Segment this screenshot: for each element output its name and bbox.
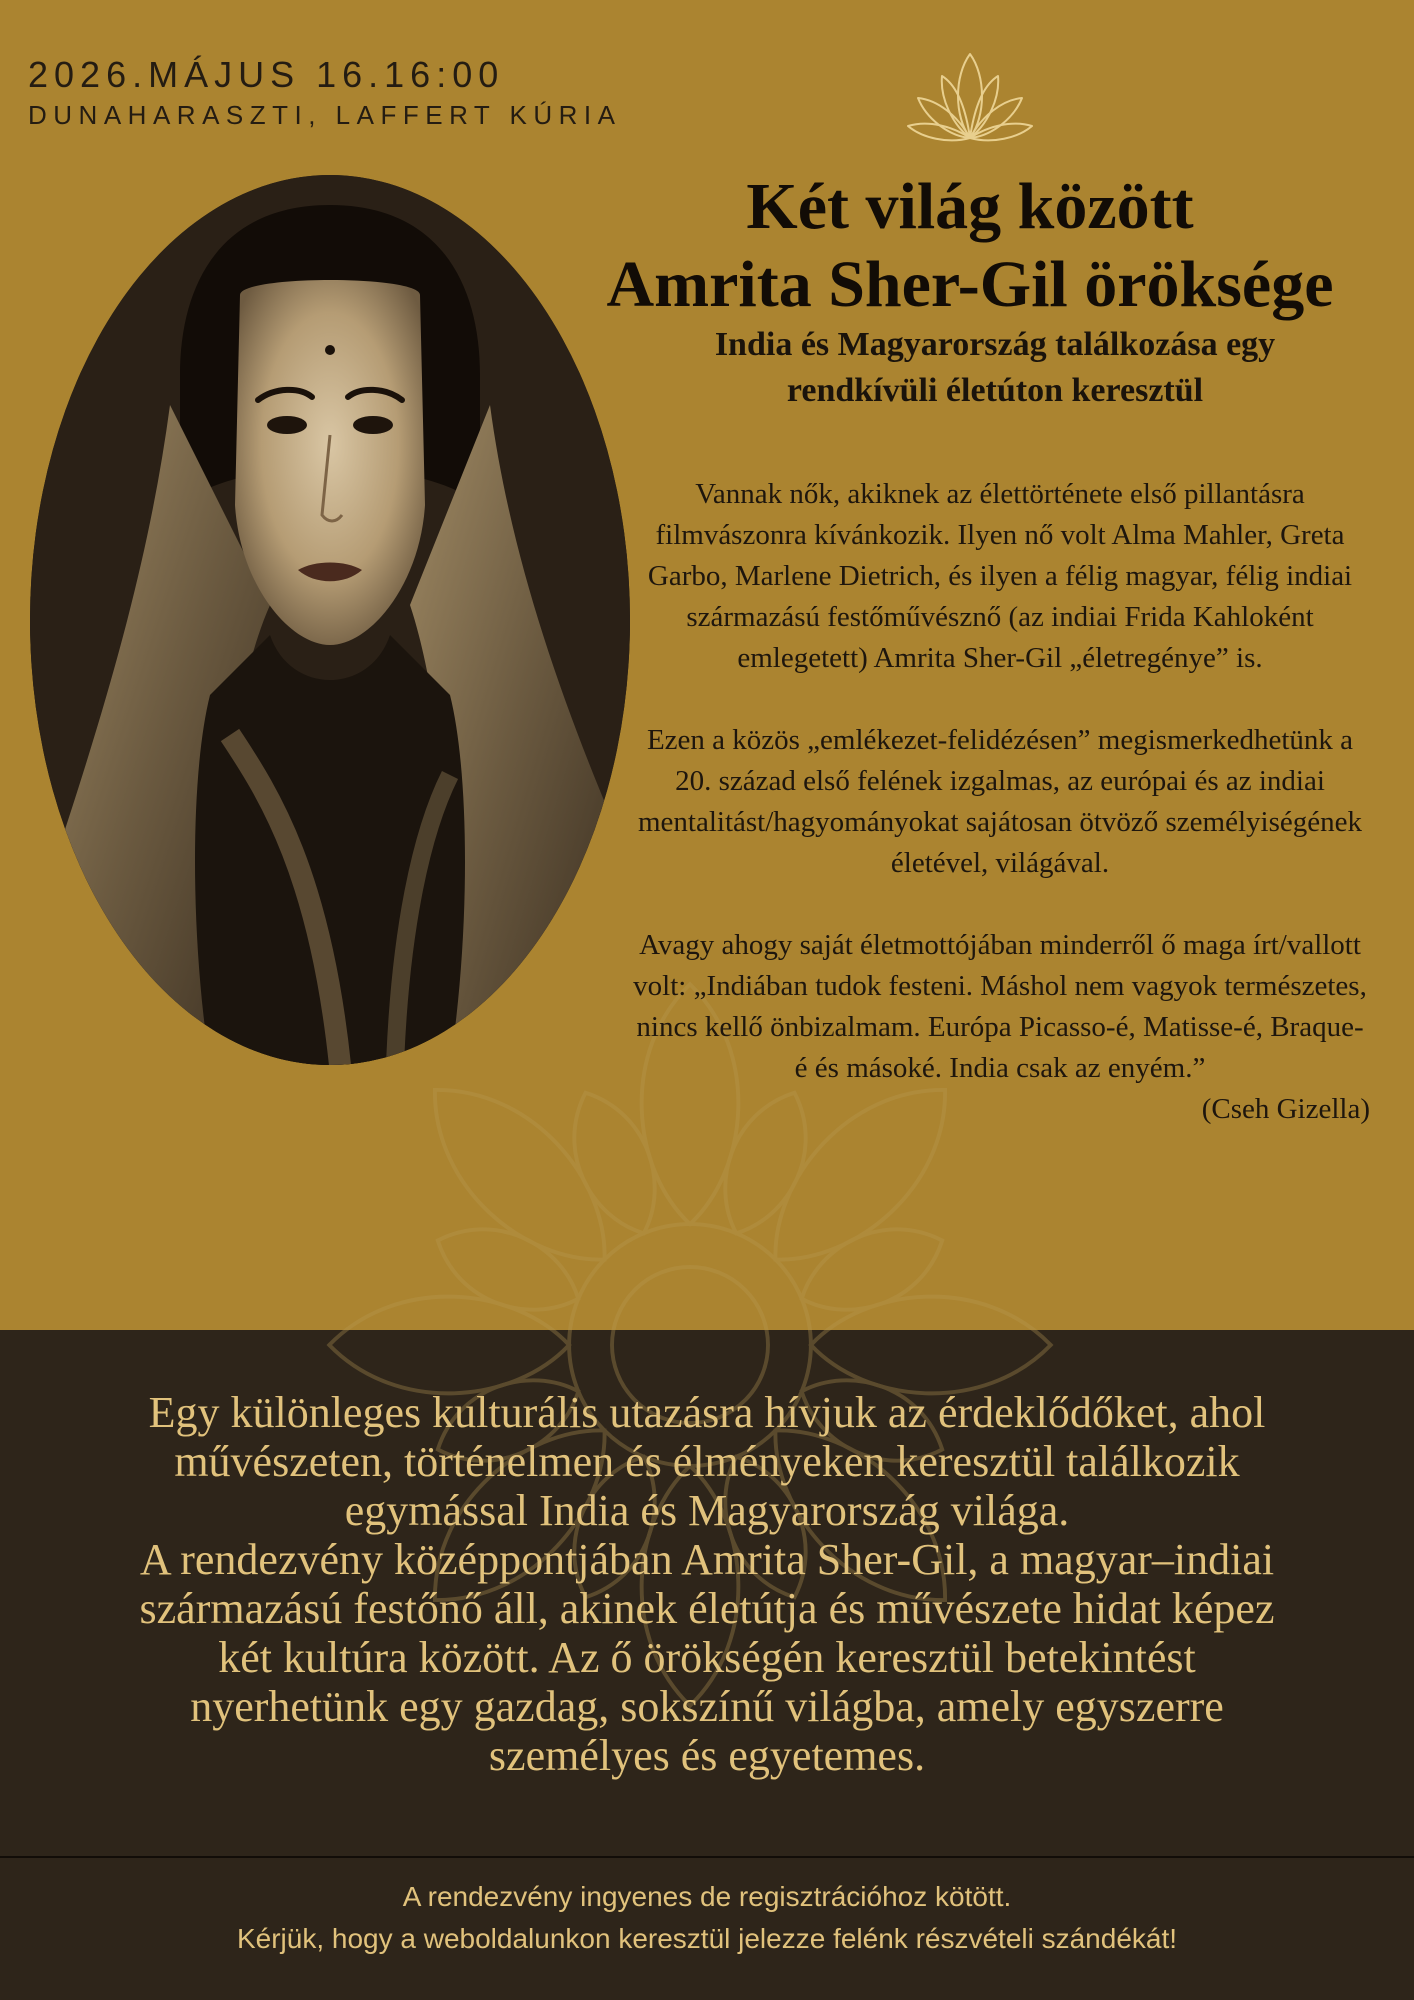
event-venue: DUNAHARASZTI, LAFFERT KÚRIA bbox=[28, 100, 622, 130]
registration-line-2: Kérjük, hogy a weboldalunkon keresztül jelezze felénk részvételi szándékát! bbox=[236, 1923, 1178, 1954]
title-line-1: Két világ között bbox=[746, 170, 1194, 243]
description-paragraph-2: Ezen a közös „emlékezet-felidézésen” megismerkedhetünk a 20. század első felének izgalmas, az európai és az indiai mentalitást/hagyományokat sajátosan ötvöző személyiségének életével, világával. bbox=[638, 724, 1362, 879]
event-date-time: 2026.MÁJUS 16.16:00 bbox=[28, 54, 505, 95]
invitation-text bbox=[130, 1388, 1284, 1780]
registration-line-1: A rendezvény ingyenes de regisztrációhoz kötött. bbox=[402, 1881, 1012, 1912]
subtitle-line-2: rendkívüli életúton keresztül bbox=[786, 372, 1204, 409]
title-line-2: Amrita Sher-Gil öröksége bbox=[606, 248, 1334, 321]
description-paragraph-1: Vannak nők, akiknek az élettörténete első pillantásra filmvászonra kívánkozik. Ilyen nő volt Alma Mahler, Greta Garbo, Marlene Dietrich, és ilyen a félig magyar, félig indiai származású festőművésznő (az indiai Frida Kahloként emlegetett) Amrita Sher-Gil „életregénye” is. bbox=[647, 478, 1353, 674]
subtitle-line-1: India és Magyarország találkozása egy bbox=[714, 326, 1276, 363]
invitation-paragraph-2: A rendezvény középpontjában Amrita Sher-Gil, a magyar–indiai származású festőnő áll, akinek életútja és művészete hidat képez két kultúra között. Az ő örökségén keresztül betekintést nyerhetünk egy gazdag, sokszínű világba, amely egyszerre személyes és egyetemes. bbox=[139, 1535, 1275, 1780]
footer-divider bbox=[0, 1856, 1414, 1858]
registration-note bbox=[0, 1876, 1414, 1960]
description bbox=[630, 474, 1370, 1171]
quote-author: (Cseh Gizella) bbox=[1201, 1093, 1370, 1125]
event-title bbox=[560, 168, 1380, 324]
portrait-photo bbox=[30, 175, 630, 1065]
event-subtitle bbox=[610, 322, 1380, 414]
lotus-icon bbox=[904, 46, 1036, 148]
invitation-paragraph-1: Egy különleges kulturális utazásra hívjuk az érdeklődőket, ahol művészeten, történelmen és élményeken keresztül találkozik egymással India és Magyarország világa. bbox=[148, 1388, 1266, 1535]
description-quote: Avagy ahogy saját életmottójában minderről ő maga írt/vallott volt: „Indiában tudok festeni. Máshol nem vagyok természetes, nincs kellő önbizalmam. Európa Picasso-é, Matisse-é, Braque-é és másoké. India csak az enyém.” bbox=[633, 929, 1367, 1084]
